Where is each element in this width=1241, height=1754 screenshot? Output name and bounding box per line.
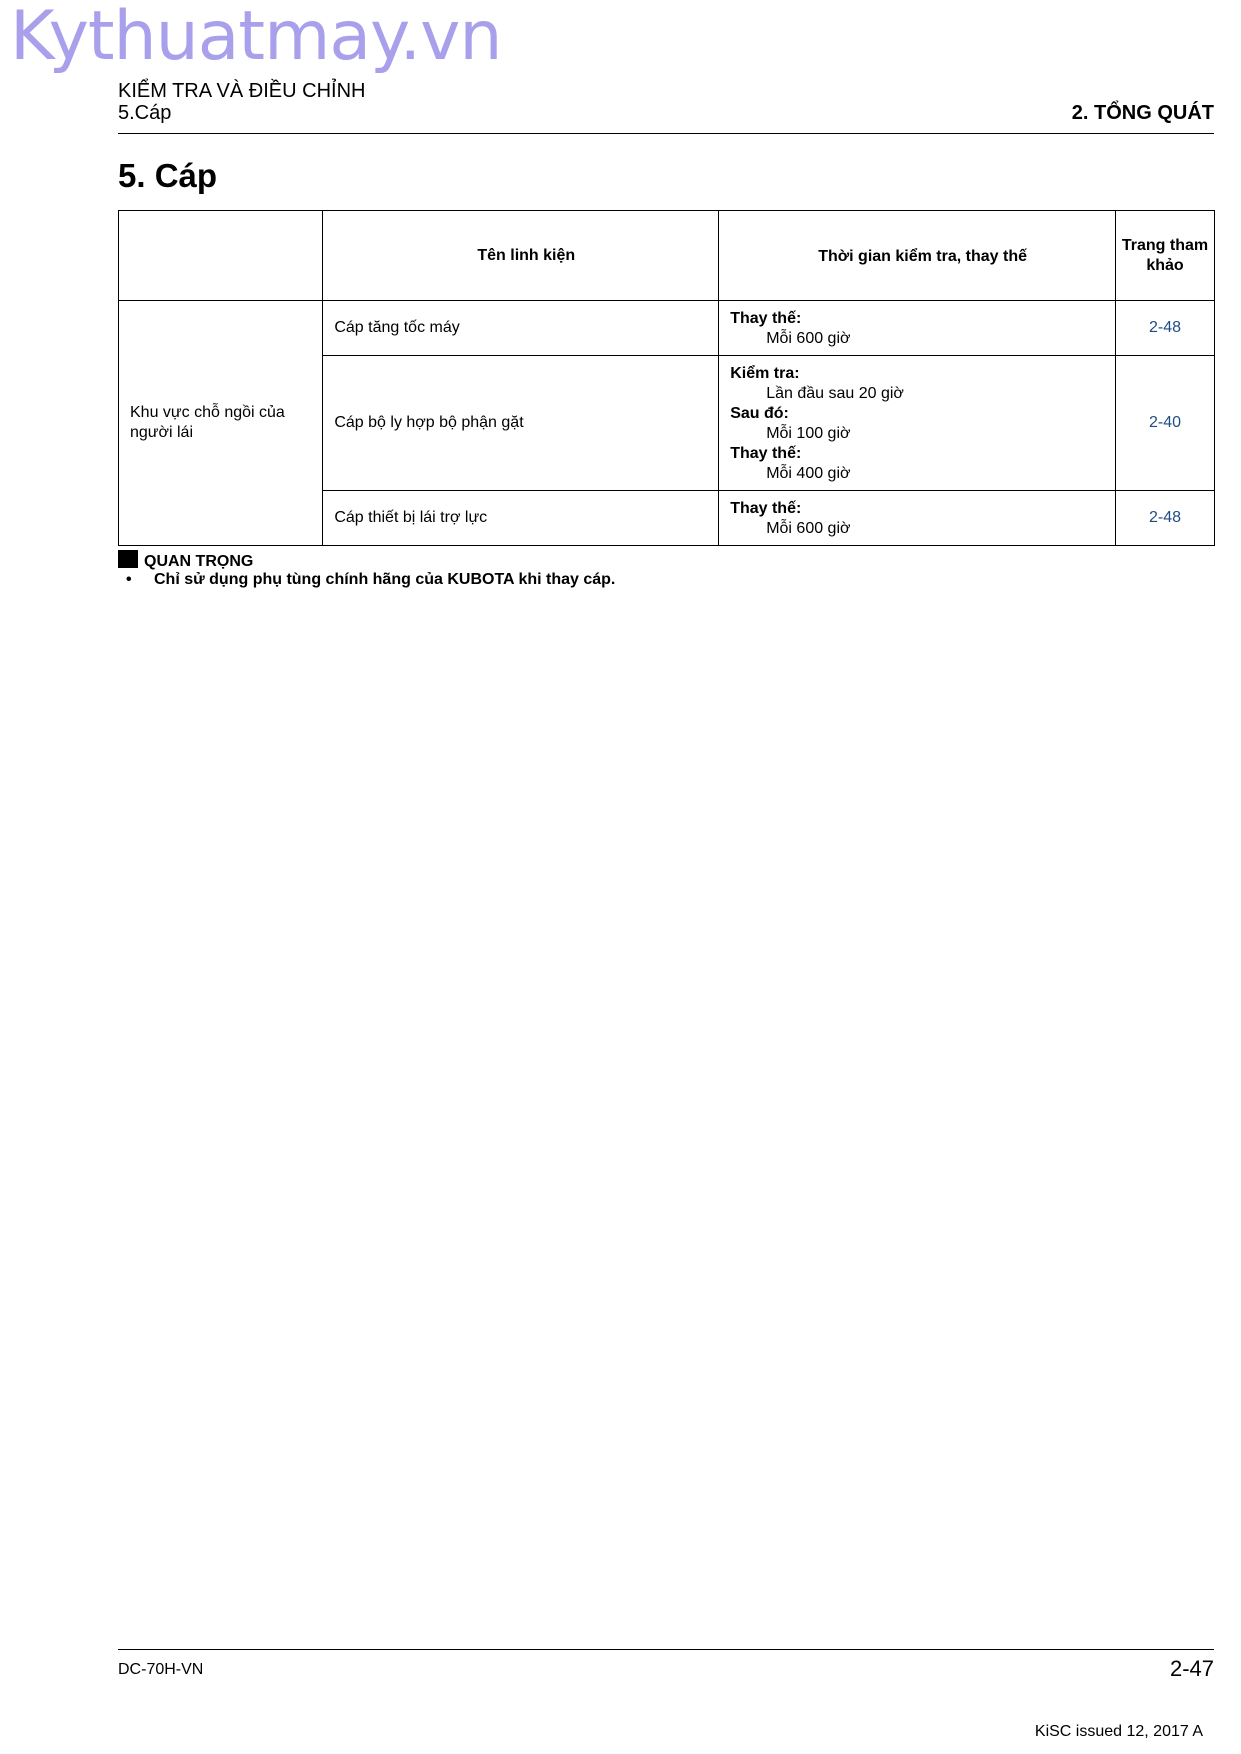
- header-area: [119, 211, 323, 301]
- part-cell: Cáp bộ ly hợp bộ phận gặt: [323, 356, 719, 491]
- ref-link[interactable]: 2-40: [1116, 356, 1215, 491]
- part-cell: Cáp thiết bị lái trợ lực: [323, 491, 719, 546]
- watermark: Kythuatmay.vn: [10, 0, 502, 76]
- area-cell: Khu vực chỗ ngồi của người lái: [119, 301, 323, 546]
- schedule-value: Mỗi 600 giờ: [766, 520, 851, 537]
- footer-page-number: 2-47: [1169, 1656, 1214, 1681]
- ref-link[interactable]: 2-48: [1116, 491, 1215, 546]
- header-chapter: KIỂM TRA VÀ ĐIỀU CHỈNH: [118, 80, 366, 102]
- header-part: Tên linh kiện: [323, 211, 719, 301]
- footer-divider: [118, 1649, 1214, 1650]
- ref-link[interactable]: 2-48: [1116, 301, 1215, 356]
- important-note: [126, 571, 615, 589]
- schedule-value: Lần đầu sau 20 giờ: [766, 385, 904, 402]
- schedule-cell: [719, 356, 1116, 491]
- bullet-icon: •: [126, 571, 132, 588]
- header-left: [118, 80, 365, 124]
- schedule-label: Kiểm tra:: [730, 365, 800, 382]
- schedule-value: Mỗi 100 giờ: [766, 425, 851, 442]
- header-section: 2. TỔNG QUÁT: [1071, 102, 1214, 124]
- schedule-label: Thay thế:: [730, 445, 802, 462]
- important-square-icon: [118, 550, 138, 568]
- header-subsection: 5.Cáp: [118, 102, 172, 124]
- schedule-value: Mỗi 400 giờ: [766, 465, 851, 482]
- important-heading: [118, 550, 253, 571]
- schedule-value: Mỗi 600 giờ: [766, 330, 851, 347]
- important-label: QUAN TRỌNG: [144, 553, 254, 570]
- header-divider: [118, 133, 1214, 134]
- cable-table: [118, 210, 1215, 546]
- table-row: [119, 301, 1215, 356]
- schedule-cell: [719, 491, 1116, 546]
- part-cell: Cáp tăng tốc máy: [323, 301, 719, 356]
- header-ref: Trang tham khảo: [1116, 211, 1215, 301]
- page-title: 5. Cáp: [118, 157, 218, 194]
- schedule-label: Thay thế:: [730, 500, 802, 517]
- schedule-label: Thay thế:: [730, 310, 802, 327]
- table-header-row: [119, 211, 1215, 301]
- schedule-cell: [719, 301, 1116, 356]
- footer-doc-code: DC-70H-VN: [118, 1661, 204, 1678]
- header-time: Thời gian kiểm tra, thay thế: [719, 211, 1116, 301]
- footer-issued: KiSC issued 12, 2017 A: [1034, 1723, 1203, 1740]
- important-text: Chỉ sử dụng phụ tùng chính hãng của KUBOTA khi thay cáp.: [154, 571, 616, 588]
- schedule-label: Sau đó:: [730, 405, 789, 422]
